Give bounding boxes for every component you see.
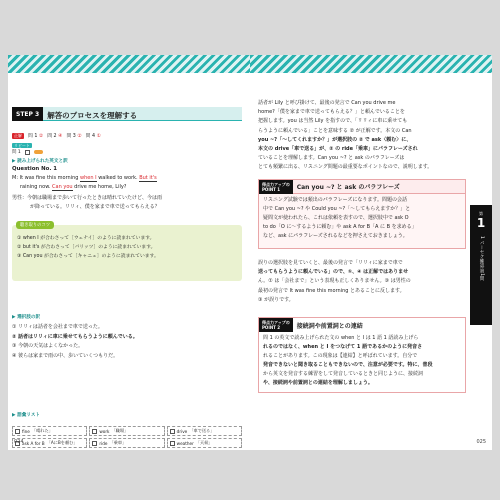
point-tag: 得点力アップの POINT 2 xyxy=(259,318,293,332)
answer-row xyxy=(12,132,101,139)
step-header xyxy=(12,107,242,121)
chapter-number: 1 xyxy=(476,216,486,230)
script-heading: ▶ 読み上げられた英文と訳 xyxy=(12,159,68,164)
vocab-item: weather 「天候」 xyxy=(167,438,242,448)
vocab-list xyxy=(12,426,242,450)
tip-line: ③ Can you が合わさって［キャニュ］のように読まれています。 xyxy=(17,254,159,259)
script-line-2: raining now. Can you drive me home, Lily? xyxy=(20,184,127,190)
repeat-tag: リピート xyxy=(14,143,30,148)
tip-line: ① when I が合わさって［ウェナイ］のように読まれています。 xyxy=(17,236,155,241)
script-line-1: M: It was fine this morning when I walked to work. But it's xyxy=(12,175,157,181)
point-title: 接続詞や前置詞との連結 xyxy=(296,322,363,330)
vocab-item: drive 「車で送る」 xyxy=(167,426,242,436)
page-number: 024 xyxy=(14,439,24,445)
page-number: 025 xyxy=(476,439,486,445)
step-tag: STEP 3 xyxy=(12,107,43,121)
answer-item: 問 3 ② xyxy=(66,134,82,139)
header-stripe xyxy=(250,55,492,73)
translation-line-1: 男性：今朝は職場まで歩いて行ったときは晴れていたけど、今は雨 xyxy=(12,195,163,201)
answer-item: 問 2 ④ xyxy=(47,134,63,139)
choices-heading: ▶ 選択肢の訳 xyxy=(12,315,41,320)
tip-line: ② but it's が合わさって［バリッツ］のように読まれています。 xyxy=(17,245,156,250)
point-body: 問 1 の英文で読み上げられた文の when と I は 1 語 1 語読み上げら れるのではなく、when と I をつなげて 1 語であるかのように発音さ れることがあります。この現象は【連結】と呼ばれています。自分で 発音できないと聞き取ることもできないので、注意が必要です。特に、普段 から英文を発音する練習をして発音しているときと同じように、接続詞 や、接続詞や前置詞との連結を理解しましょう。 xyxy=(263,335,433,386)
chapter-label: 1 パーセク確認 第1問 xyxy=(479,236,484,281)
checkbox[interactable] xyxy=(92,429,97,434)
checkbox[interactable] xyxy=(15,429,20,434)
repeat-checks: 問 1 xyxy=(12,149,43,155)
explanation-paragraph-1: 話者が Lily と呼び掛けて、最後の発言で Can you drive me home?「僕を家まで車で送ってもらえる？」と頼んでいることを 把握します。you は当然 Lily を指すので、「リリィに車に乗せても らうように頼んでいる」ことを意味する ② が正解です。本文の Can you ~?「～してくれますか？」が選択肢の ② で ask〈頼む〉に、 本文の drive「車で送る」が、② の ride「乗車」にパラフレーズされ ていることを理解します。Can you ~? と ask のパラフレーズは とても頻繁に出る、リスニング問題の最重要なポイントなので、説明します。 xyxy=(258,100,433,171)
vocab-item: work 「職場」 xyxy=(89,426,164,436)
step-title: 解答のプロセスを理解する xyxy=(43,107,242,121)
progress-marker xyxy=(34,150,43,154)
choice-item: ③ 今朝の天気はよくなかった。 xyxy=(12,343,84,349)
answer-tag: 正解 xyxy=(14,132,22,138)
point-body: リスニング試験では頻出のパラフレーズになります。問題の会話 中で Can you ~? や Could you ~?「～してもらえますか？」と 疑問文が使われたら、これは依頼を表すので、選択肢中で ask O to do「O に～するように頼む」や ask A for B「A に B を求める」 など、ask にパラフレーズされるなどを押さえておきましょう。 xyxy=(263,197,417,239)
tip-tag: 聴き取りのコツ xyxy=(16,221,54,229)
vocab-item: ride 「乗車」 xyxy=(89,438,164,448)
vocab-item: ask A for B 「AにBを頼む」 xyxy=(12,438,87,448)
choices-list xyxy=(12,323,242,361)
choice-item: ② 話者はリリィに車に乗せてもらうように頼んでいる。 xyxy=(12,333,138,340)
checkbox[interactable] xyxy=(170,429,175,434)
vocab-heading: ▶ 語彙リスト xyxy=(12,413,41,418)
translation-line-2: が降っている。リリィ、僕を家まで車で送ってもらえる？ xyxy=(30,204,160,210)
left-page xyxy=(8,55,250,450)
point-box-2 xyxy=(258,317,466,393)
vocab-item: fine 「晴れた」 xyxy=(12,426,87,436)
listening-tip-box xyxy=(12,225,242,281)
answer-item: 問 1 ② xyxy=(28,134,44,139)
choice-item: ④ 彼らは家まで雨の中、歩いていくつもりだ。 xyxy=(12,352,119,359)
right-page xyxy=(250,55,492,450)
checkbox[interactable] xyxy=(170,441,175,446)
point-tag: 得点力アップの POINT 1 xyxy=(259,180,293,194)
explanation-paragraph-2: 誤りの選択肢を見ていくと、最後の発言で「リリィに家まで車で 送ってもらうように頼んでいる」ので、①、④ は正解ではありませ ん。① は「会社まで」という表現も正しくありません。③ は男性の 最初の発言で It was fine this morning とあることに反します。 ③ が誤りです。 xyxy=(258,260,411,303)
point-box-1 xyxy=(258,179,466,249)
question-number: Question No. 1 xyxy=(12,166,58,172)
answer-item: 問 4 ① xyxy=(85,134,101,139)
header-stripe xyxy=(8,55,250,73)
choice-item: ① リリィは話者を会社まで車で送った。 xyxy=(12,324,103,330)
checkbox[interactable] xyxy=(92,441,97,446)
point-title: Can you ~? と ask のパラフレーズ xyxy=(296,184,400,191)
checkbox[interactable] xyxy=(25,150,30,155)
chapter-tab: 第 1 1 パーセク確認 第1問 xyxy=(470,205,492,325)
